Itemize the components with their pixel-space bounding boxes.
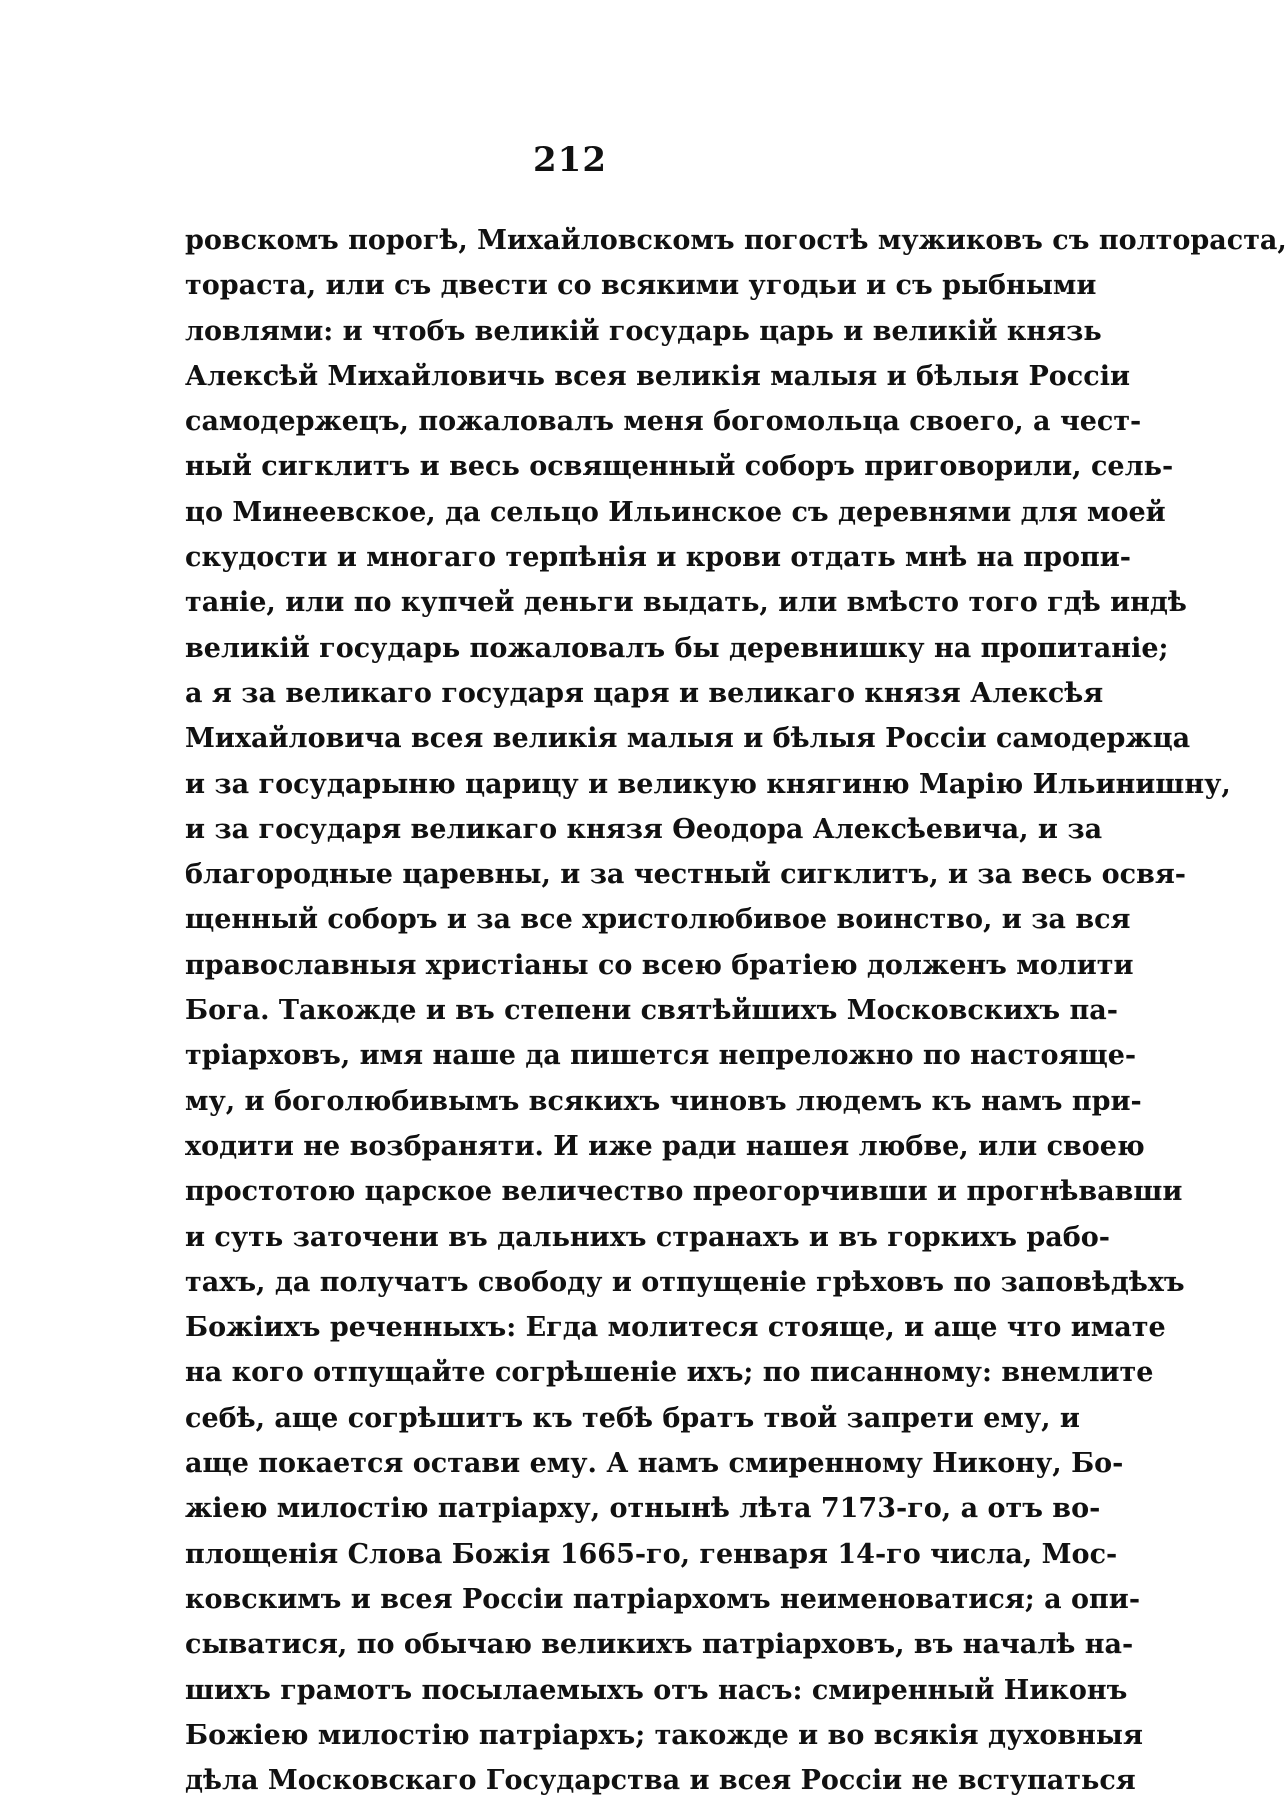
- text-line: а я за великаго государя царя и великаго князя Алексѣя: [185, 677, 1104, 709]
- text-line: великій государь пожаловалъ бы деревнишку на пропитаніе;: [185, 632, 1169, 664]
- text-line: самодержецъ, пожаловалъ меня богомольца своего, а чест-: [185, 406, 1142, 438]
- text-line: скудости и многаго терпѣнія и крови отдать мнѣ на пропи-: [185, 542, 1131, 574]
- text-line: себѣ, аще согрѣшитъ къ тебѣ братъ твой запрети ему, и: [185, 1402, 1080, 1434]
- text-line: таніе, или по купчей деньги выдать, или вмѣсто того гдѣ индѣ: [185, 587, 1187, 619]
- text-line: дѣла Московскаго Государства и всея Россіи не вступаться: [185, 1765, 1136, 1797]
- text-line: простотою царское величество преогорчивши и прогнѣвавши: [185, 1176, 1183, 1208]
- text-line: Божіею милостію патріархъ; такожде и во всякія духовныя: [185, 1719, 1143, 1751]
- text-line: Бога. Такожде и въ степени святѣйшихъ Московскихъ па-: [185, 995, 1119, 1027]
- text-line: ковскимъ и всея Россіи патріархомъ неименоватися; а опи-: [185, 1583, 1141, 1615]
- text-line: площенія Слова Божія 1665-го, генваря 14-го числа, Мос-: [185, 1538, 1118, 1570]
- text-line: цо Минеевское, да сельцо Ильинское съ деревнями для моей: [185, 496, 1166, 528]
- text-line: на кого отпущайте согрѣшеніе ихъ; по писанному: внемлите: [185, 1357, 1154, 1389]
- text-line: щенный соборъ и за все христолюбивое воинство, и за вся: [185, 904, 1131, 936]
- text-line: благородные царевны, и за честный сигклитъ, и за весь освя-: [185, 859, 1187, 891]
- text-line: ный сигклитъ и весь освященный соборъ приговорили, сель-: [185, 451, 1174, 483]
- text-line: тріарховъ, имя наше да пишется непреложно по настояще-: [185, 1040, 1137, 1072]
- text-line: и суть заточени въ дальнихъ странахъ и въ горкихъ рабо-: [185, 1221, 1110, 1253]
- text-line: тораста, или съ двести со всякими угодьи и съ рыбными: [185, 270, 1097, 302]
- text-line: православныя христіаны со всею братіею долженъ молити: [185, 949, 1134, 981]
- text-line: и за государыню царицу и великую княгиню Марію Ильинишну,: [185, 768, 1231, 800]
- text-line: Божіихъ реченныхъ: Егда молитеся стояще, и аще что имате: [185, 1312, 1166, 1344]
- text-line: Михайловича всея великія малыя и бѣлыя Россіи самодержца: [185, 723, 1191, 755]
- text-line: шихъ грамотъ посылаемыхъ отъ насъ: смиренный Никонъ: [185, 1674, 1128, 1706]
- text-line: и за государя великаго князя Ѳеодора Алексѣевича, и за: [185, 813, 1103, 845]
- text-line: аще покается остави ему. А намъ смиренному Никону, Бо-: [185, 1448, 1124, 1480]
- text-line: ходити не возбраняти. И иже ради нашея любве, или своею: [185, 1130, 1145, 1162]
- text-line: ровскомъ порогѣ, Михайловскомъ погостѣ мужиковъ съ полтораста,: [185, 225, 1287, 256]
- page-number: 212: [533, 140, 607, 180]
- text-line: Алексѣй Михайловичь всея великія малыя и бѣлыя Россіи: [185, 360, 1130, 392]
- text-line: жіею милостію патріарху, отнынѣ лѣта 7173-го, а отъ во-: [185, 1493, 1101, 1525]
- text-line: ловлями: и чтобъ великій государь царь и великій князь: [185, 315, 1102, 347]
- text-line: сыватися, по обычаю великихъ патріарховъ, въ началѣ на-: [185, 1629, 1134, 1661]
- text-line: му, и боголюбивымъ всякихъ чиновъ людемъ къ намъ при-: [185, 1085, 1142, 1117]
- text-body: [185, 218, 1287, 1803]
- text-line: тахъ, да получатъ свободу и отпущеніе грѣховъ по заповѣдѣхъ: [185, 1266, 1185, 1298]
